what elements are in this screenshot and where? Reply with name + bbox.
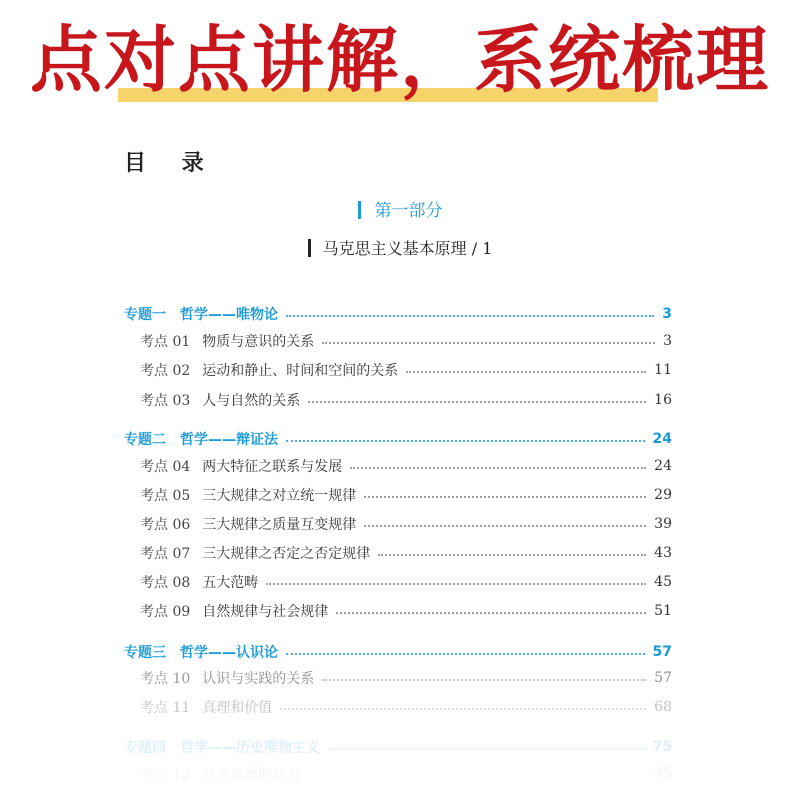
toc-item[interactable]: [124, 388, 672, 412]
item-number: 考点 02: [140, 363, 191, 379]
leader-dots: [336, 612, 646, 614]
topic-label: 专题二 哲学——辩证法: [124, 432, 278, 448]
topic-label: 专题一 哲学——唯物论: [124, 307, 278, 323]
item-number: 考点 07: [140, 546, 191, 562]
item-page: 11: [654, 362, 672, 378]
item-page: 57: [654, 670, 672, 686]
item-title: 运动和静止、时间和空间的关系: [202, 363, 399, 379]
item-number: 考点 04: [140, 459, 191, 475]
item-title: 认识与实践的关系: [202, 671, 315, 687]
item-page: 45: [654, 574, 672, 590]
topic-page: 75: [652, 739, 672, 755]
item-number: 考点 10: [140, 671, 191, 687]
item-title: 社会发展的动力: [202, 767, 301, 783]
topic-page: 3: [662, 306, 672, 322]
subpart-title: 马克思主义基本原理: [322, 239, 467, 258]
toc-item[interactable]: [124, 329, 672, 353]
banner: [0, 0, 800, 112]
toc-item[interactable]: [124, 358, 672, 382]
item-number: 考点 05: [140, 488, 191, 504]
item-page: 51: [654, 603, 672, 619]
item-title: 真理和价值: [202, 700, 273, 716]
item-title: 两大特征之联系与发展: [202, 459, 343, 475]
toc-heading: 目 录: [124, 151, 218, 176]
toc-item[interactable]: [124, 666, 672, 690]
item-page: 24: [654, 458, 672, 474]
item-number: 考点 01: [140, 334, 191, 350]
toc-item[interactable]: [124, 483, 672, 507]
item-title: 三大规律之质量互变规律: [202, 517, 357, 533]
item-page: 75: [654, 766, 672, 782]
leader-dots: [286, 653, 645, 655]
item-number: 考点 08: [140, 575, 191, 591]
toc-topic[interactable]: [124, 735, 672, 759]
leader-dots: [364, 525, 646, 527]
item-page: 39: [654, 516, 672, 532]
leader-dots: [286, 440, 645, 442]
toc-item[interactable]: [124, 512, 672, 536]
item-title: 三大规律之否定之否定规律: [202, 546, 371, 562]
item-title: 五大范畴: [202, 575, 259, 591]
topic-page: 57: [652, 644, 672, 660]
leader-dots: [406, 371, 646, 373]
leader-dots: [308, 401, 646, 403]
toc-item[interactable]: [124, 762, 672, 786]
item-page: 43: [654, 545, 672, 561]
leader-dots: [308, 775, 646, 777]
item-page: 3: [663, 333, 672, 349]
item-title: 物质与意识的关系: [202, 334, 315, 350]
banner-title: 点对点讲解，系统梳理: [29, 18, 770, 102]
subpart-page: / 1: [471, 239, 493, 258]
part-label: 第一部分: [374, 201, 443, 221]
item-title: 自然规律与社会规律: [202, 604, 329, 620]
item-number: 考点 11: [140, 700, 191, 716]
item-number: 考点 06: [140, 517, 191, 533]
leader-dots: [322, 679, 646, 681]
leader-dots: [286, 315, 654, 317]
toc-item[interactable]: [124, 599, 672, 623]
item-number: 考点 03: [140, 393, 191, 409]
item-page: 68: [654, 699, 672, 715]
toc-item[interactable]: [124, 541, 672, 565]
toc-topic[interactable]: [124, 640, 672, 664]
leader-dots: [364, 496, 646, 498]
item-number: 考点 09: [140, 604, 191, 620]
item-page: 16: [654, 392, 672, 408]
item-title: 三大规律之对立统一规律: [202, 488, 357, 504]
item-page: 29: [654, 487, 672, 503]
toc-item[interactable]: [124, 570, 672, 594]
part-bar: [358, 201, 361, 219]
leader-dots: [328, 748, 645, 750]
toc-topic[interactable]: [124, 302, 672, 326]
leader-dots: [322, 342, 655, 344]
leader-dots: [350, 467, 646, 469]
leader-dots: [378, 554, 646, 556]
topic-label: 专题三 哲学——认识论: [124, 645, 278, 661]
toc-topic[interactable]: [124, 427, 672, 451]
toc-item[interactable]: [124, 454, 672, 478]
subpart-heading: [0, 236, 800, 259]
topic-page: 24: [652, 431, 672, 447]
item-title: 人与自然的关系: [202, 393, 301, 409]
topic-label: 专题四 哲学——历史唯物主义: [124, 740, 320, 756]
toc-item[interactable]: [124, 695, 672, 719]
leader-dots: [280, 708, 646, 710]
part-heading: [0, 196, 800, 221]
subpart-bar: [308, 239, 311, 257]
leader-dots: [266, 583, 646, 585]
item-number: 考点 12: [140, 767, 191, 783]
